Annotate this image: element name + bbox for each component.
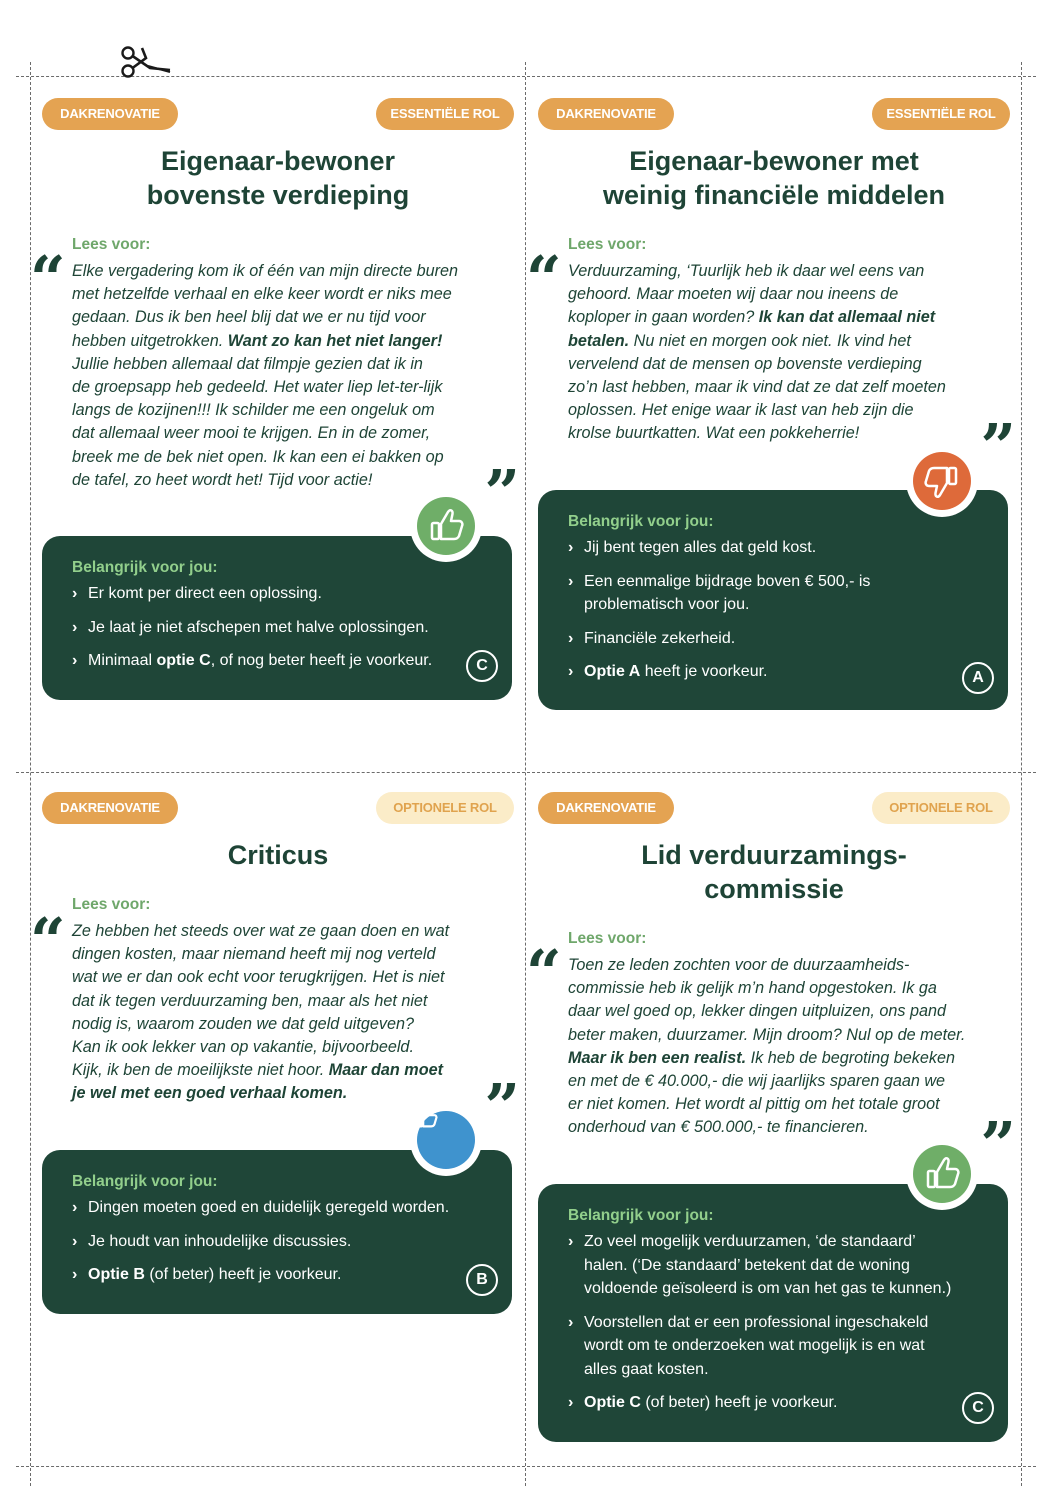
card-title-line: Eigenaar-bewoner met xyxy=(629,146,919,176)
stance-badge xyxy=(906,445,978,517)
card-title-line: Lid verduurzamings- xyxy=(641,840,907,870)
close-quote-icon: ” xyxy=(484,1070,520,1143)
chevron-right-icon: › xyxy=(72,652,78,669)
open-quote-icon: “ xyxy=(526,242,562,315)
quote-text: Toen ze leden zochten voor de duurzaamheids- commissie heb ik gelijk m’n hand opgestoken. Ik ga daar wel goed op, lekker dingen uitpluizen, ons pand beter maken, duurzamer. Mijn droom? Nul op de meter. Maar ik ben een realist. Ik heb de begroting bekeken en met de € 40.000,- die wij jaarlijks sparen gaan we er niet komen. Het wordt al pittig om het totale groot onderhoud van € 500.000,- te financieren. xyxy=(568,956,966,1137)
chevron-right-icon: › xyxy=(568,663,574,680)
card-title-line: Eigenaar-bewoner xyxy=(160,146,396,176)
card-title xyxy=(42,838,514,872)
option-letter-badge: A xyxy=(962,662,994,694)
important-list xyxy=(72,1196,492,1297)
chevron-right-icon: › xyxy=(568,572,574,590)
stance-badge xyxy=(410,490,482,562)
card-title xyxy=(538,144,1010,212)
role-badge: OPTIONELE ROL xyxy=(376,792,514,824)
chevron-right-icon: › xyxy=(568,1394,574,1411)
category-badge: DAKRENOVATIE xyxy=(538,98,674,130)
cut-line-middle xyxy=(16,772,1036,773)
category-badge: DAKRENOVATIE xyxy=(42,792,178,824)
category-badge: DAKRENOVATIE xyxy=(538,792,674,824)
chevron-right-icon: › xyxy=(568,1233,574,1250)
chevron-right-icon: › xyxy=(568,1313,574,1331)
option-letter-badge: C xyxy=(962,1392,994,1424)
option-letter-badge: B xyxy=(466,1264,498,1296)
role-badge: OPTIONELE ROL xyxy=(872,792,1010,824)
stance-badge xyxy=(906,1138,978,1210)
open-quote-icon: “ xyxy=(526,936,562,1009)
list-item: › Minimaal optie C, of nog beter heeft je voorkeur. xyxy=(72,649,472,673)
quote-text: Verduurzaming, ‘Tuurlijk heb ik daar wel eens van gehoord. Maar moeten wij daar nou ineens de koploper in gaan worden? Ik kan dat allemaal niet betalen. Nu niet en morgen ook niet. Ik vind het vervelend dat de mensen op bovenste verdieping zo’n last hebben, maar ik vind dat ze dat zelf moeten oplossen. Het enige waar ik last van heb zijn die krolse buurtkatten. Wat een pokkeherrie! xyxy=(568,262,946,443)
important-list xyxy=(568,1230,988,1425)
role-card-eigenaar-bewoner xyxy=(30,98,520,708)
category-badge: DAKRENOVATIE xyxy=(42,98,178,130)
chevron-right-icon: › xyxy=(72,1199,78,1216)
list-item: › Financiële zekerheid. xyxy=(568,627,968,651)
role-card-criticus xyxy=(30,792,520,1322)
card-title-line: Criticus xyxy=(227,840,329,870)
cut-line-bottom xyxy=(16,1466,1036,1467)
card-title-line: commissie xyxy=(704,874,844,904)
read-aloud-label: Lees voor: xyxy=(568,930,647,947)
important-list xyxy=(72,582,472,683)
thumbs-up-down-icon xyxy=(410,1104,482,1176)
list-item: › Je laat je niet afschepen met halve oplossingen. xyxy=(72,616,472,640)
card-title xyxy=(538,838,1010,906)
important-box-title: Belangrijk voor jou: xyxy=(568,1207,714,1224)
important-list xyxy=(568,536,968,694)
close-quote-icon: ” xyxy=(980,1108,1016,1181)
card-title-line: weinig financiële middelen xyxy=(602,180,946,210)
thumbs-up-icon xyxy=(410,490,482,562)
list-item: › Optie C (of beter) heeft je voorkeur. xyxy=(568,1391,988,1415)
read-aloud-label: Lees voor: xyxy=(72,236,151,253)
thumbs-up-icon xyxy=(906,1138,978,1210)
close-quote-icon: ” xyxy=(980,410,1016,483)
list-item: › Je houdt van inhoudelijke discussies. xyxy=(72,1230,492,1254)
role-badge: ESSENTIËLE ROL xyxy=(872,98,1010,130)
chevron-right-icon: › xyxy=(72,585,78,602)
list-item: › Een eenmalige bijdrage boven € 500,- is problematisch voor jou. xyxy=(568,570,968,617)
list-item: › Optie B (of beter) heeft je voorkeur. xyxy=(72,1263,492,1287)
list-item: › Er komt per direct een oplossing. xyxy=(72,582,472,606)
chevron-right-icon: › xyxy=(72,618,78,636)
stance-badge xyxy=(410,1104,482,1176)
important-box xyxy=(538,490,1008,710)
important-box-title: Belangrijk voor jou: xyxy=(72,1173,218,1190)
chevron-right-icon: › xyxy=(568,629,574,647)
card-title xyxy=(42,144,514,212)
option-letter-badge: C xyxy=(466,650,498,682)
chevron-right-icon: › xyxy=(568,539,574,556)
close-quote-icon: ” xyxy=(484,456,520,529)
chevron-right-icon: › xyxy=(72,1266,78,1283)
read-aloud-label: Lees voor: xyxy=(568,236,647,253)
important-box xyxy=(538,1184,1008,1442)
important-box-title: Belangrijk voor jou: xyxy=(72,559,218,576)
cut-line-right xyxy=(1021,62,1022,1486)
list-item: › Optie A heeft je voorkeur. xyxy=(568,660,968,684)
quote-text: Ze hebben het steeds over wat ze gaan doen en wat dingen kosten, maar niemand heeft mij nog verteld wat we er dan ook echt voor terugkrijgen. Het is niet dat ik tegen verduurzaming ben, maar als het niet nodig is, waarom zouden we dat geld uitgeven? Kan ik ook lekker van op vakantie, bijvoorbeeld. Kijk, ik ben de moeilijkste niet hoor. Maar dan moet je wel met een goed verhaal komen. xyxy=(72,922,450,1103)
role-card-eigenaar-weinig-middelen xyxy=(526,98,1016,718)
open-quote-icon: “ xyxy=(30,904,66,977)
list-item: › Dingen moeten goed en duidelijk geregeld worden. xyxy=(72,1196,492,1220)
list-item: › Zo veel mogelijk verduurzamen, ‘de standaard’ halen. (‘De standaard’ betekent dat de woning voldoende geïsoleerd is om van het gas te kunnen.) xyxy=(568,1230,988,1301)
important-box-title: Belangrijk voor jou: xyxy=(568,513,714,530)
list-item: › Voorstellen dat er een professional ingeschakeld wordt om te onderzoeken wat mogelijk is en wat alles gaat kosten. xyxy=(568,1311,988,1382)
scissors-icon xyxy=(120,44,172,80)
read-aloud-label: Lees voor: xyxy=(72,896,151,913)
role-card-lid-verduurzamingscommissie xyxy=(526,792,1016,1452)
chevron-right-icon: › xyxy=(72,1232,78,1250)
quote-text: Elke vergadering kom ik of één van mijn directe buren met hetzelfde verhaal en elke keer wordt er niks mee gedaan. Dus ik ben heel blij dat we er nu tijd voor hebben uitgetrokken. Want zo kan het niet langer! Jullie hebben allemaal dat filmpje gezien dat ik in de groepsapp heb gedeeld. Het water liep let-ter-lijk langs de kozijnen!!! Ik schilder me een ongeluk om dat allemaal weer mooi te krijgen. En in de zomer, breek me de bek niet open. Ik kan een ei bakken op de tafel, zo heet wordt het! Tijd voor actie! xyxy=(72,262,459,489)
list-item: › Jij bent tegen alles dat geld kost. xyxy=(568,536,968,560)
open-quote-icon: “ xyxy=(30,242,66,315)
thumbs-down-icon xyxy=(906,445,978,517)
role-badge: ESSENTIËLE ROL xyxy=(376,98,514,130)
card-title-line: bovenste verdieping xyxy=(146,180,410,210)
